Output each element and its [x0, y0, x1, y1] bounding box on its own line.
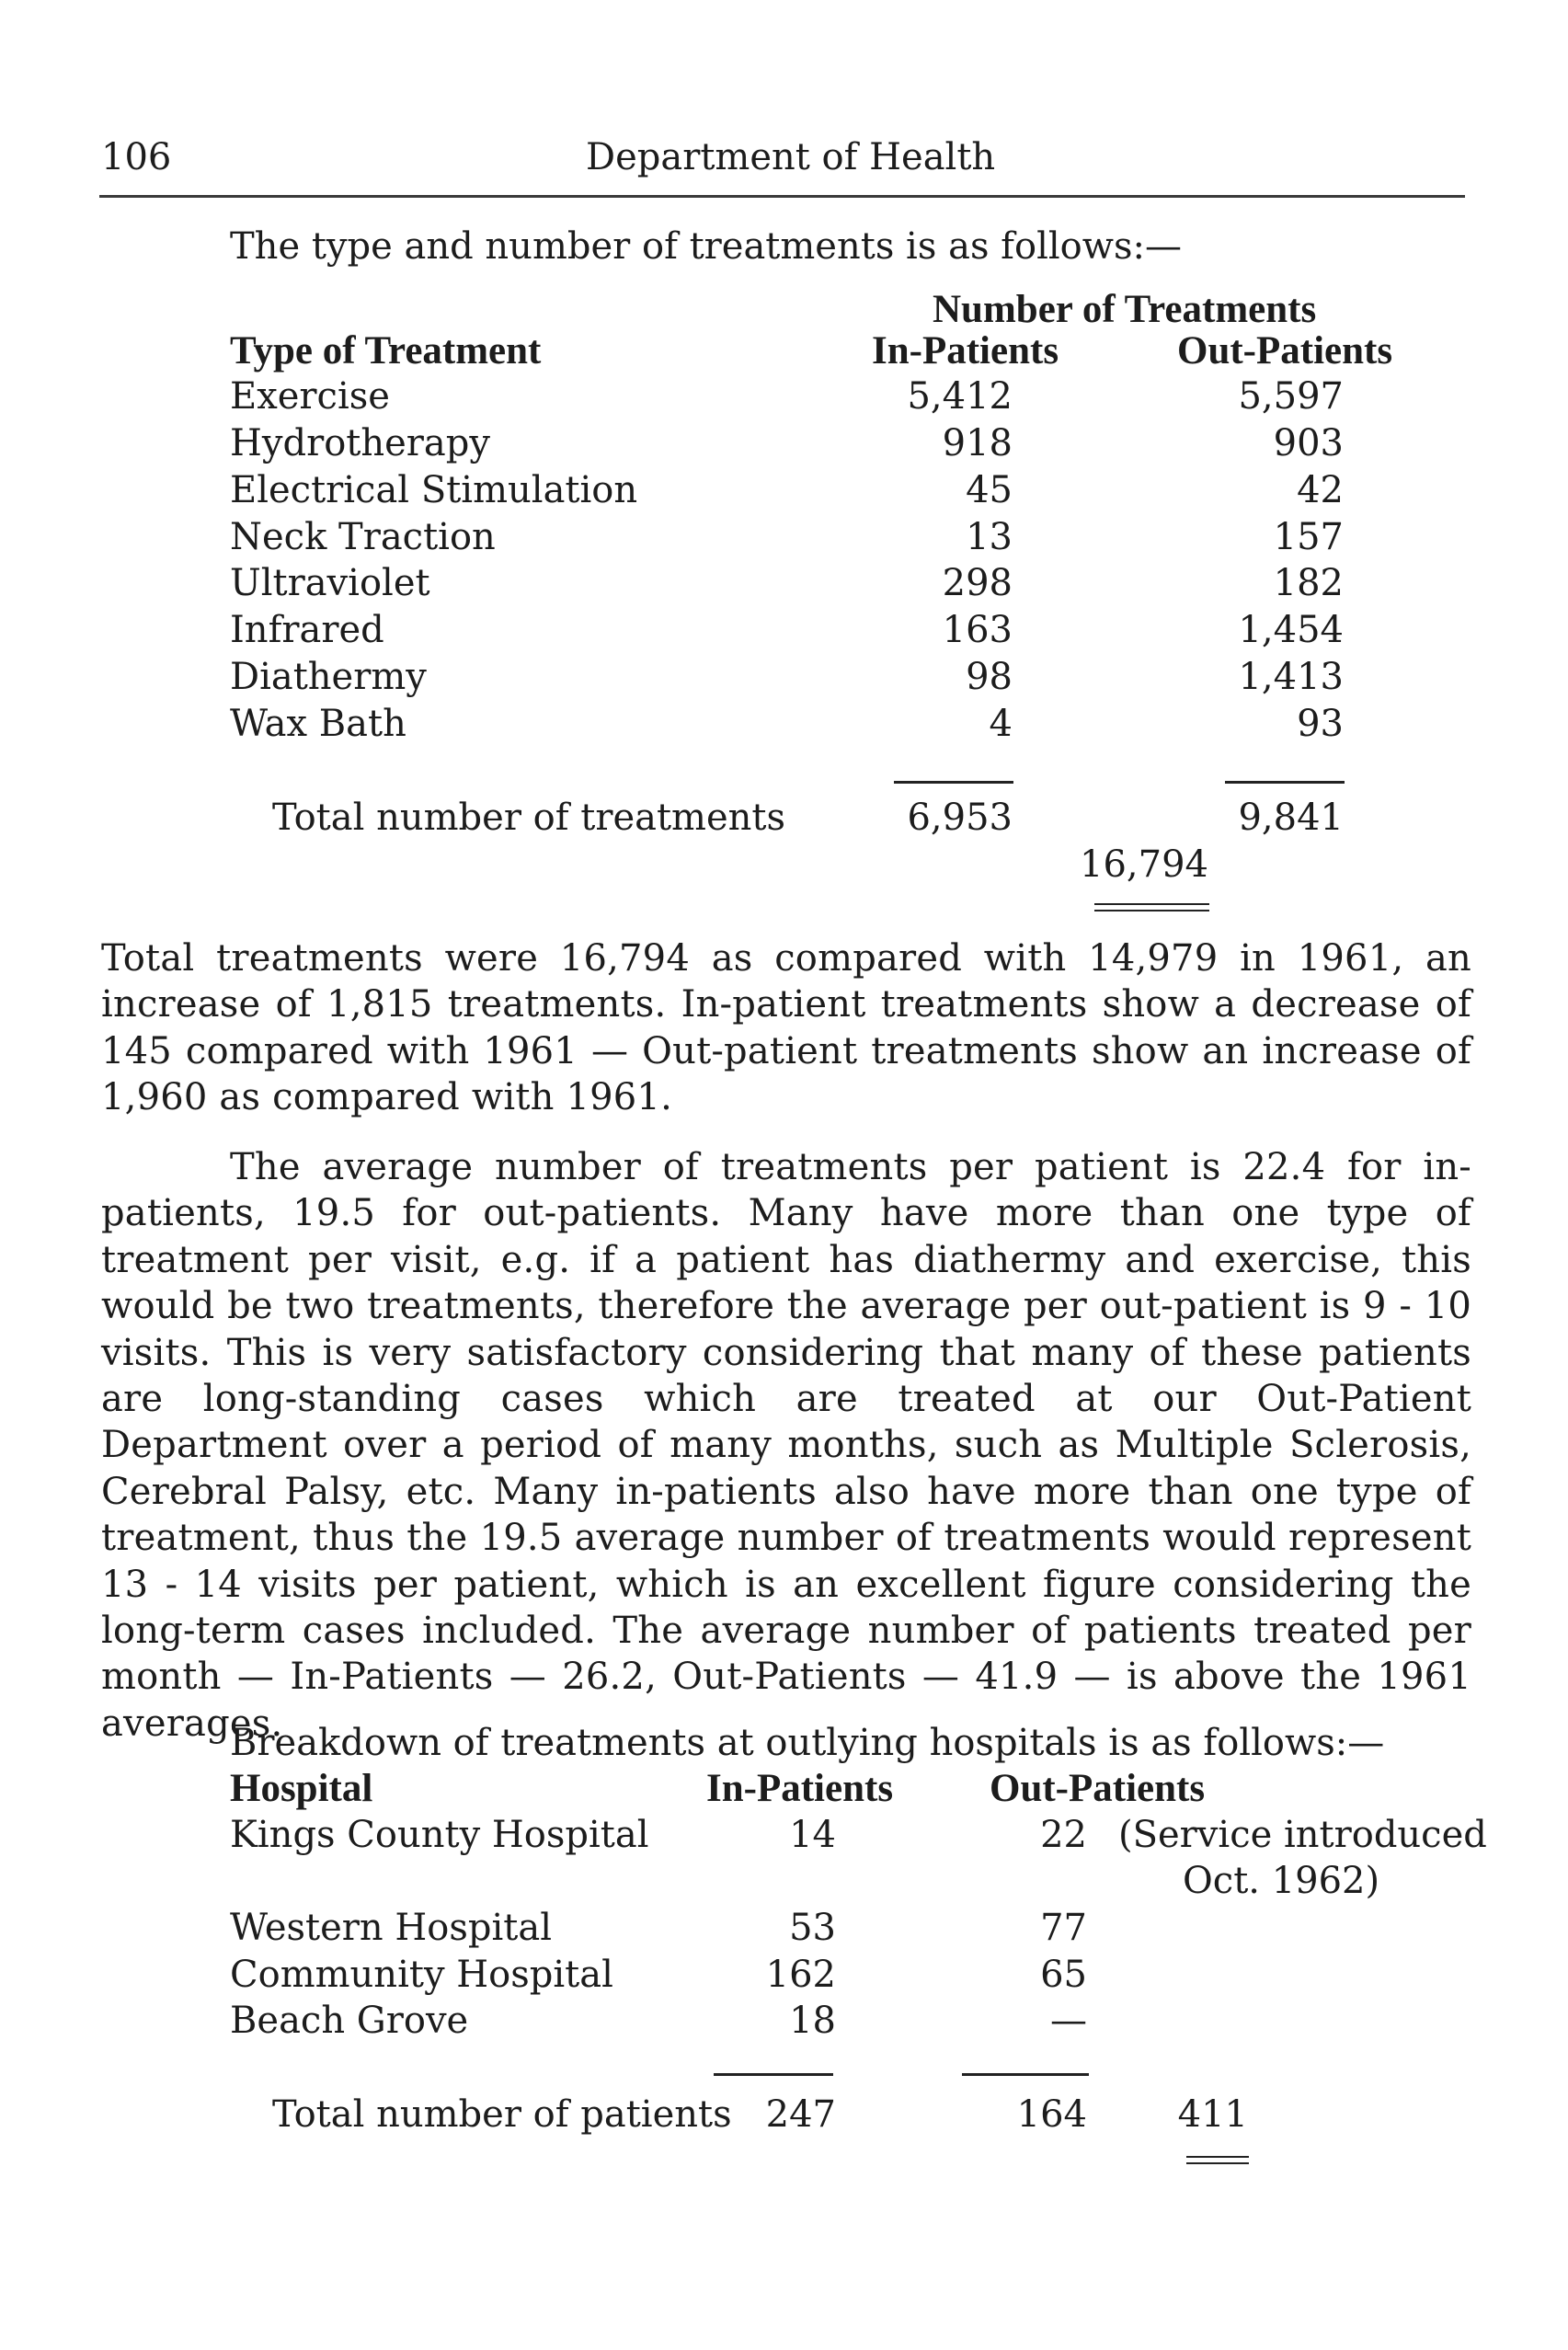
- table1-total-label: Total number of treatments: [272, 797, 786, 839]
- paragraph-averages: The average number of treatments per patient is 22.4 for in-patients, 19.5 for out-patients. Many have more than one type of treatment per visit, e.g. if a patient has diathermy and exercise, this would be two treatments, therefore the average per out-patient is 9 - 10 visits. This is very satisfactory considering that many of these patients are long-standing cases which are treated at our Out-Patient Department over a period of many months, such as Multiple Sclerosis, Cerebral Palsy, etc. Many in-patients also have more than one type of treatment, thus the 19.5 average number of treatments would represent 13 - 14 visits per patient, which is an excellent figure considering the long-term cases included. The average number of patients treated per month — In-Patients — 26.2, Out-Patients — 41.9 — is above the 1961 averages.: [101, 1146, 1471, 1745]
- treatment-out: 903: [1273, 422, 1344, 464]
- treatment-in: 163: [942, 609, 1013, 651]
- treatment-in: 98: [966, 656, 1013, 698]
- treatment-type: Wax Bath: [230, 703, 406, 745]
- grand-total-rule-1: [1094, 903, 1209, 905]
- table2-total-out: 164: [1016, 2093, 1087, 2136]
- treatment-type: Exercise: [230, 375, 390, 418]
- treatment-out: 182: [1273, 562, 1344, 604]
- hospital-name: Kings County Hospital: [230, 1814, 649, 1856]
- table2-col-hospital: Hospital: [230, 1767, 373, 1810]
- treatment-type: Neck Traction: [230, 516, 496, 558]
- hospital-out: 65: [1040, 1954, 1087, 1996]
- page-header-title: Department of Health: [586, 136, 996, 178]
- table1-group-header: Number of Treatments: [933, 288, 1317, 331]
- treatment-type: Infrared: [230, 609, 384, 651]
- treatment-in: 298: [942, 562, 1013, 604]
- header-rule: [99, 195, 1465, 198]
- table1-col-out: Out-Patients: [1177, 329, 1393, 373]
- table2-col-in: In-Patients: [706, 1767, 894, 1810]
- table1-grand-total: 16,794: [1080, 843, 1208, 886]
- table1-col-in: In-Patients: [872, 329, 1059, 373]
- hospital-in: 53: [789, 1907, 836, 1949]
- table1-total-out: 9,841: [1238, 797, 1344, 839]
- subtotal-rule-out: [962, 2073, 1089, 2076]
- hospital-in: 162: [765, 1954, 836, 1996]
- treatment-type: Electrical Stimulation: [230, 469, 638, 511]
- table2-total-in: 247: [765, 2093, 836, 2136]
- grand-total-rule-1: [1186, 2156, 1249, 2158]
- table2-col-out: Out-Patients: [990, 1767, 1206, 1810]
- treatment-type: Hydrotherapy: [230, 422, 490, 464]
- hospital-name: Beach Grove: [230, 2000, 469, 2042]
- subtotal-rule-in: [894, 781, 1013, 784]
- treatment-out: 93: [1297, 703, 1344, 745]
- hospital-out: 22: [1040, 1814, 1087, 1856]
- treatment-type: Diathermy: [230, 656, 427, 698]
- hospital-note: (Service introduced: [1118, 1814, 1487, 1856]
- table1-total-in: 6,953: [907, 797, 1013, 839]
- grand-total-rule-2: [1094, 910, 1209, 911]
- hospital-name: Community Hospital: [230, 1954, 613, 1996]
- paragraph-totals: Total treatments were 16,794 as compared with 14,979 in 1961, an increase of 1,815 treatments. In-patient treatments show a decrease of 145 compared with 1961 — Out-patient treatments show an increase of 1,960 as compared with 1961.: [101, 937, 1471, 1119]
- hospital-in: 14: [789, 1814, 836, 1856]
- treatment-in: 918: [942, 422, 1013, 464]
- hospital-name: Western Hospital: [230, 1907, 552, 1949]
- grand-total-rule-2: [1186, 2162, 1249, 2164]
- treatment-out: 5,597: [1238, 375, 1344, 418]
- treatment-out: 1,413: [1238, 656, 1344, 698]
- table1-col-type: Type of Treatment: [230, 329, 542, 373]
- table1-intro: The type and number of treatments is as follows:—: [230, 225, 1182, 268]
- treatment-out: 1,454: [1238, 609, 1344, 651]
- table2-total-label: Total number of patients: [272, 2093, 732, 2136]
- subtotal-rule-in: [714, 2073, 833, 2076]
- table2-grand-total: 411: [1177, 2093, 1248, 2136]
- hospital-out: 77: [1040, 1907, 1087, 1949]
- hospital-out: —: [1050, 2000, 1087, 2042]
- hospital-note-date: Oct. 1962): [1183, 1860, 1380, 1902]
- treatment-type: Ultraviolet: [230, 562, 430, 604]
- treatment-out: 42: [1297, 469, 1344, 511]
- treatment-in: 4: [989, 703, 1013, 745]
- treatment-in: 45: [966, 469, 1013, 511]
- treatment-in: 5,412: [907, 375, 1013, 418]
- treatment-out: 157: [1273, 516, 1344, 558]
- treatment-in: 13: [966, 516, 1013, 558]
- hospital-in: 18: [789, 2000, 836, 2042]
- page-number: 106: [101, 136, 172, 178]
- subtotal-rule-out: [1225, 781, 1345, 784]
- table2-intro: Breakdown of treatments at outlying hospitals is as follows:—: [230, 1722, 1385, 1764]
